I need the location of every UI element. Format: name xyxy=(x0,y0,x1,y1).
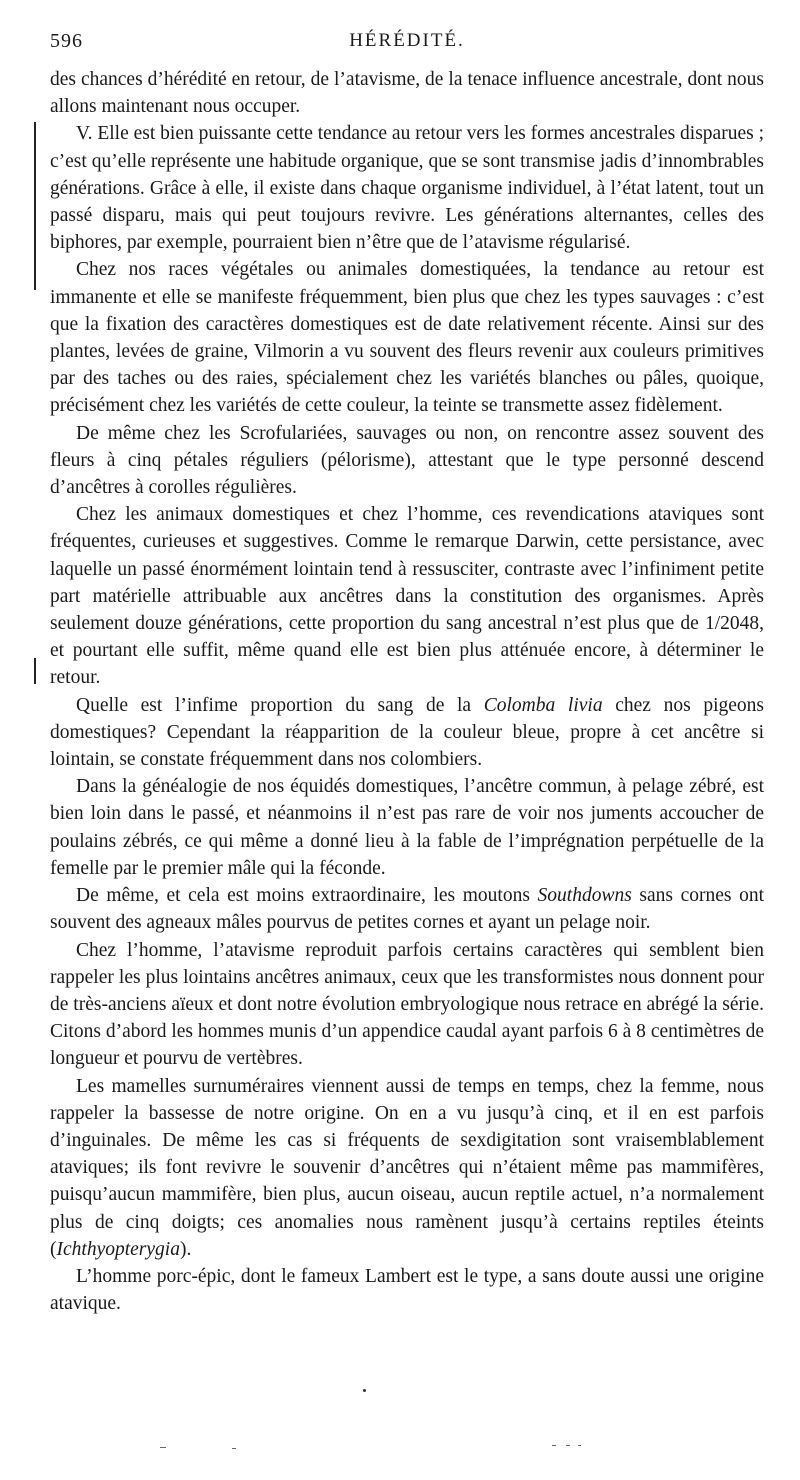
paragraph xyxy=(50,66,764,120)
italic-term: Colomba livia xyxy=(483,694,603,716)
italic-term: Ichthyopterygia xyxy=(56,1238,180,1260)
paragraph xyxy=(50,882,764,936)
text-run: des chances d’hérédité en retour, de l’atavisme, de la tenace influence ancestrale, dont nous allons maintenant nous occuper. xyxy=(50,69,764,118)
text-run: Chez nos races végétales ou animales domestiquées, la tendance au retour est immanente et elle se manifeste fréquemment, bien plus que chez les types sauvages : c’est que la fixation des caractères domestiques est de date relativement récente. Ainsi sur des plantes, levées de graine, Vilmorin a vu souvent des fleurs revenir aux couleurs primitives par des taches ou des raies, spécialement chez les variétés blanches ou pâles, quoique, précisément chez les variétés de cette couleur, la teinte se transmette assez fidèlement. xyxy=(50,259,764,417)
text-run: De même, et cela est moins extraordinaire, les moutons xyxy=(76,885,538,907)
text-run: sans cornes ont souvent des agneaux mâles pourvus de petites cornes et ayant un pelage noir. xyxy=(50,885,764,934)
footer-mark xyxy=(578,1445,581,1446)
text-run: Dans la généalogie de nos équidés domestiques, l’ancêtre commun, à pelage zébré, est bien loin dans le passé, et néanmoins il n’est pas rare de voir nos juments accoucher de poulains zébrés, ce qui même a donné lieu à la fable de l’imprégnation perpétuelle de la femelle par le premier mâle qui la féconde. xyxy=(50,776,764,879)
text-run: Chez l’homme, l’atavisme reproduit parfois certains caractères qui semblent bien rappeler les plus lointains ancêtres animaux, ceux que les transformistes nous donnent pour de très-anciens aïeux et dont notre évolution embryologique nous retrace en abrégé la série. Citons d’abord les hommes munis d’un appendice caudal ayant parfois 6 à 8 centimètres de longueur et pourvu de vertèbres. xyxy=(50,939,764,1070)
paragraph xyxy=(50,692,764,774)
page xyxy=(50,30,764,1317)
stray-dot xyxy=(363,1389,366,1392)
text-run: De même chez les Scrofulariées, sauvages ou non, on rencontre assez souvent des fleurs à cinq pétales réguliers (pélorisme), attestant que le type personné descend d’ancêtres à corolles régulières. xyxy=(50,422,764,499)
text-run: Chez les animaux domestiques et chez l’homme, ces revendications ataviques sont fréquentes, curieuses et suggestives. Comme le remarque Darwin, cette persistance, avec laquelle un passé énormément lointain tend à ressusciter, contraste avec l’infiniment petite part matérielle attribuable aux ancêtres dans la constitution des organismes. Après seulement douze générations, cette proportion du sang ancestral n’est plus que de 1/2048, et pourtant elle suffit, même quand elle est bien plus atténuée encore, à déterminer le retour. xyxy=(50,504,764,689)
running-title: HÉRÉDITÉ. xyxy=(349,30,465,51)
paragraph xyxy=(50,501,764,691)
text-run: L’homme porc-épic, dont le fameux Lambert est le type, a sans doute aussi une origine atavique. xyxy=(50,1265,764,1315)
text-run: ). xyxy=(179,1238,192,1260)
paragraph xyxy=(50,420,764,502)
margin-bar-2 xyxy=(34,658,36,684)
paragraph xyxy=(50,1073,764,1263)
text-run: V. Elle est bien puissante cette tendance au retour vers les formes ancestrales disparues ; c’est qu’elle représente une habitude organique, que se sont transmise jadis d’innombrables générations. Grâce à elle, il existe dans chaque organisme individuel, à l’état latent, tout un passé disparu, mais qui peut toujours revivre. Les générations alternantes, celles des biphores, par exemple, pourraient bien n’être que de l’atavisme régularisé. xyxy=(50,123,764,254)
page-number: 596 xyxy=(50,30,83,52)
body-text xyxy=(50,66,764,1317)
text-run: Quelle est l’infime proportion du sang de la xyxy=(76,694,484,716)
footer-mark xyxy=(232,1448,236,1449)
text-run: chez nos pigeons domestiques? Cependant la réapparition de la couleur bleue, propre à cet ancêtre si lointain, se constate fréquemment dans nos colombiers. xyxy=(50,694,765,771)
page-header xyxy=(50,30,764,60)
footer-mark xyxy=(566,1445,570,1446)
italic-term: Southdowns xyxy=(537,885,632,907)
footer-mark xyxy=(160,1447,166,1448)
paragraph xyxy=(50,120,764,256)
footer-mark xyxy=(552,1445,556,1446)
paragraph xyxy=(50,937,764,1073)
margin-bar-1 xyxy=(34,122,36,290)
paragraph xyxy=(50,1263,764,1317)
text-run: Les mamelles surnuméraires viennent aussi de temps en temps, chez la femme, nous rappeler la bassesse de notre origine. On en a vu jusqu’à cinq, et il en est parfois d’inguinales. De même les cas si fréquents de sexdigitation sont vraisemblablement ataviques; ils font revivre le souvenir d’ancêtres qui n’étaient même pas mammifères, puisqu’aucun mammifère, bien plus, aucun oiseau, aucun reptile actuel, n’a normalement plus de cinq doigts; ces anomalies nous ramènent jusqu’à certains reptiles éteints ( xyxy=(50,1075,764,1260)
paragraph xyxy=(50,256,764,419)
paragraph xyxy=(50,773,764,882)
